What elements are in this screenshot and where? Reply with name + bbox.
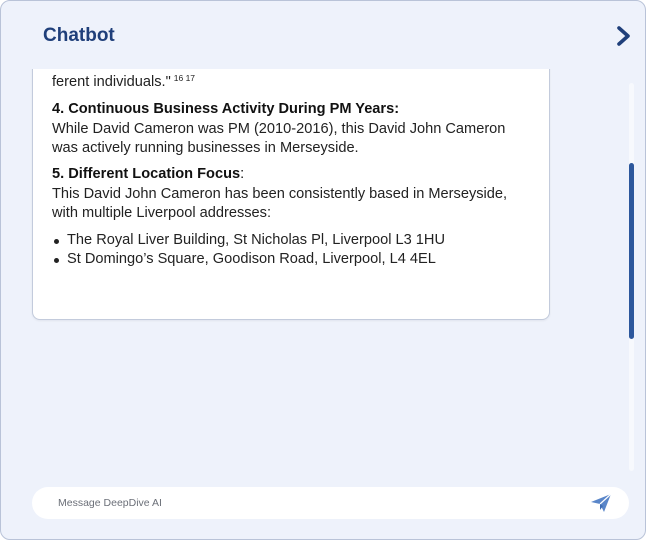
section-body: While David Cameron was PM (2010-2016), this David John Cameron was actively running businesses in Merseyside. bbox=[52, 120, 506, 157]
section-body: This David John Cameron has been consistently based in Merseyside, with multiple Liverpool addresses: bbox=[52, 185, 508, 222]
chevron-right-icon bbox=[615, 25, 633, 47]
list-item: The Royal Liver Building, St Nicholas Pl, Liverpool L3 1HU bbox=[52, 231, 535, 250]
address-list bbox=[52, 231, 535, 270]
chat-header bbox=[1, 1, 645, 69]
assistant-message bbox=[32, 69, 550, 320]
message-list[interactable] bbox=[1, 69, 645, 481]
paper-plane-icon bbox=[590, 493, 612, 513]
section-heading-text: 4. Continuous Business Activity During PM Years: bbox=[52, 101, 400, 118]
citation-superscript[interactable]: 16 17 bbox=[173, 72, 196, 83]
list-item: St Domingo’s Square, Goodison Road, Liverpool, L4 4EL bbox=[52, 250, 535, 269]
section-heading-text: 5. Different Location Focus bbox=[52, 166, 241, 183]
collapse-button[interactable] bbox=[611, 23, 637, 49]
chat-title: Chatbot bbox=[43, 25, 115, 46]
message-paragraph bbox=[52, 69, 535, 92]
message-line: ferent individuals." bbox=[52, 73, 171, 90]
section-heading bbox=[52, 100, 535, 119]
section-heading bbox=[52, 165, 535, 184]
section-heading-suffix: : bbox=[240, 166, 245, 183]
scrollbar-thumb[interactable] bbox=[629, 163, 634, 339]
message-input[interactable] bbox=[58, 493, 558, 513]
message-composer bbox=[32, 487, 629, 519]
send-button[interactable] bbox=[589, 492, 613, 514]
